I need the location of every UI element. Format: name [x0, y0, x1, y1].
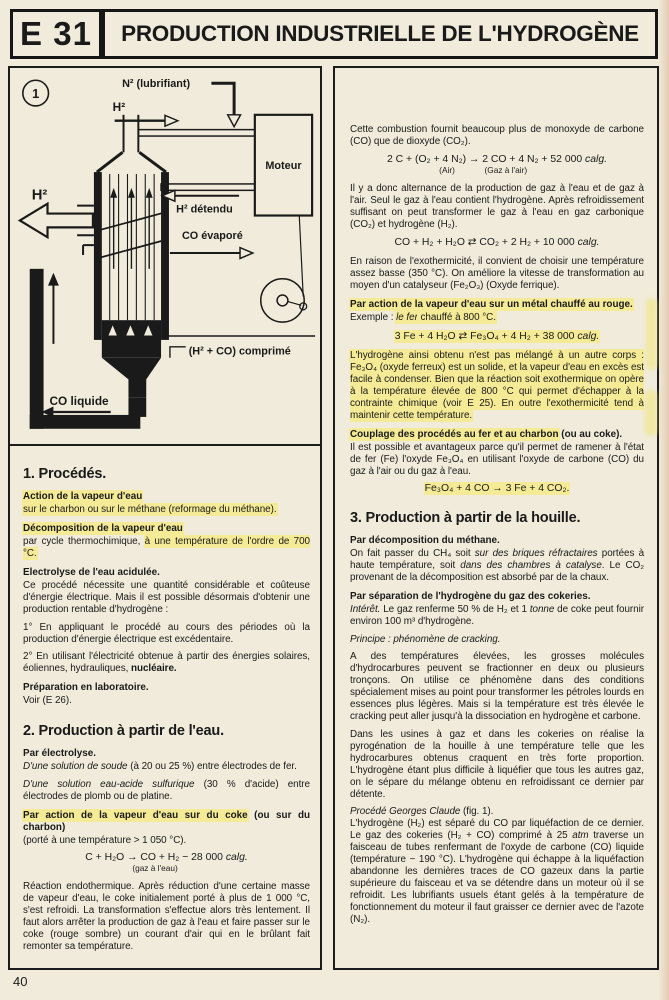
para-couplage: Il est possible et avantageux parce qu'il permet de ramener à l'état de fer (Fe) l'oxyde Fe₃O₄ en utilisant l'oxyde de carbone (CO) du gaz à l'air ou du gaz à l'eau.: [350, 441, 644, 477]
para-procede-claude-head: Procédé Georges Claude (fig. 1).: [350, 806, 494, 817]
h2-detendu-arrow: [162, 190, 239, 215]
equation-sublabel-air: (Air): [439, 164, 455, 175]
highlighter-smudge: [645, 390, 657, 436]
para-interet: Intérêt. Le gaz renferme 50 % de H₂ et 1 tonne de coke peut fournir environ 100 m³ d'hydrogène.: [350, 604, 644, 627]
gas-pipes: [138, 130, 256, 191]
page-code: E 31: [20, 15, 92, 52]
equation-text: C + H₂O → CO + H₂ − 28 000 calg.: [85, 852, 248, 863]
moteur-label: Moteur: [265, 160, 302, 173]
co-evapore-arrow: [170, 230, 253, 258]
para-electrolyse-acidulee: Ce procédé nécessite une quantité considérable et coûteuse d'énergie électrique. Mais il est possible désormais d'obtenir une production rentable d'hydrogène :: [23, 580, 310, 615]
para-principe-cracking: Principe : phénomène de cracking.: [350, 633, 501, 645]
para-pyrogenation: Dans les usines à gaz et dans les cokeries on réalise la pyrogénation de la houille à une température telle que les hydrocarbures obtenus craquent en très forte proportion. L'hydrogène étant plus difficile à liquéfier que tous les autres gaz, on le sépare du mélange obtenu en refroidissant ce dernier par détente.: [350, 728, 644, 800]
left-column: [8, 66, 322, 970]
para-combustion: Cette combustion fournit beaucoup plus de monoxyde de carbone (CO) que de dioxyde (CO₂).: [350, 124, 644, 147]
co-evapore-label: CO évaporé: [181, 230, 243, 243]
flywheel: [261, 216, 307, 323]
subhead-vapeur-sur-coke: Par action de la vapeur d'eau sur du coke (ou sur du charbon): [23, 809, 311, 833]
para-item-1: 1° En appliquant le procédé au cours des périodes où la production d'énergie électrique est excédentaire.: [23, 621, 310, 645]
subhead-decomposition: Décomposition de la vapeur d'eau: [23, 523, 183, 534]
para-procede-claude: L'hydrogène (H₂) est séparé du CO par liquéfaction de ce dernier. Le gaz des cokeries (H₂ + CO) comprimé à 25 atm traverse un faisceau de tubes renfermant de l'oxyde de carbone (CO) liquide (température − 190 °C). L'hydrogène qui échappe à la liquéfaction abandonne les dernières traces de CO gazeux dans la partie supérieure du faisceau et va se détendre dans un moteur où il se refroidit. Les lubrifiants usuels étant gelés à la température de fonctionnement du moteur il faut graisser ce dernier avec de l'azote (N₂).: [350, 818, 644, 925]
para-preparation-labo: Voir (E 26).: [23, 695, 72, 706]
subhead-par-electrolyse: Par électrolyse.: [23, 748, 97, 759]
para-item-2: 2° En utilisant l'électricité obtenue à partir des énergies solaires, éoliennes, hydrauliques, nucléaire.: [23, 651, 310, 674]
moteur-box: [255, 115, 312, 216]
equation-text: CO + H₂ + H₂O ⇄ CO₂ + 2 H₂ + 10 000 calg.: [394, 237, 600, 248]
left-text-column: [10, 446, 320, 968]
h2-detendu-label: H² détendu: [176, 203, 233, 216]
page-code-box: [10, 9, 102, 59]
para-exemple-fer: Exemple : le fer chauffé à 800 °C.: [350, 312, 496, 323]
equation-gaz-a-lair: [350, 154, 644, 175]
equation-reduction-oxyde: [350, 483, 644, 494]
equation-fer-vapeur: [350, 330, 644, 342]
para-hydrogene-pur: L'hydrogène ainsi obtenu n'est pas mélangé à un autre corps : Fe₃O₄ (oxyde ferreux) est un solide, et la vapeur d'eau en excès est facile à condenser. Bien que la réaction soit exothermique on opère à la température élevée de 800 °C qui permet d'échapper à la contrainte chimique (voir E 25). En outre l'exothermicité tend à maintenir cette température.: [350, 349, 644, 421]
para-decomposition: par cycle thermochimique, à une température de l'ordre de 700 °C.: [23, 536, 311, 559]
section-2-title: 2. Production à partir de l'eau.: [23, 723, 224, 739]
figure-1-diagram: [10, 68, 320, 446]
section-1-title: 1. Procédés.: [23, 466, 107, 482]
para-action-vapeur: sur le charbon ou sur le méthane (reformage du méthane).: [23, 504, 277, 515]
equation-sublabel-gaz-air: (Gaz à l'air): [484, 164, 528, 175]
hydrogen-plant-diagram: [10, 68, 320, 444]
para-methane: On fait passer du CH₄ soit sur des briques réfractaires portées à haute température, soit dans des chambres à catalyse. Le CO₂ provenant de la décomposition est absorbé par de la chaux.: [350, 548, 645, 583]
subhead-action-vapeur: Action de la vapeur d'eau: [23, 491, 143, 502]
page-title-box: [102, 9, 658, 59]
para-soude: D'une solution de soude (à 20 ou 25 %) entre électrodes de fer.: [23, 761, 297, 772]
equation-sublabel: (gaz à l'eau): [132, 863, 178, 873]
para-vapeur-sur-coke: (porté à une température > 1 050 °C).: [23, 834, 187, 846]
subhead-separation-cokeries: Par séparation de l'hydrogène du gaz des cokeries.: [350, 591, 591, 602]
para-alternance: Il y a donc alternance de la production de gaz à l'eau et de gaz à l'air. Seul le gaz à l'eau contient l'hydrogène. Après refroidissement suffisant on peut transformer le gaz à l'eau en gaz carbonique (CO₂) et hydrogène (H₂).: [350, 182, 644, 230]
page-title: PRODUCTION INDUSTRIELLE DE L'HYDROGÈNE: [121, 21, 639, 46]
h2-left-arrow: [20, 188, 94, 255]
page-number: 40: [13, 974, 28, 989]
figure-number-badge: [23, 80, 49, 106]
equation-conversion: [350, 236, 644, 248]
para-reaction-endothermique: Réaction endothermique. Après réduction d'une certaine masse de vapeur d'eau, le coke initialement porté à plus de 1 000 °C, s'est refroidi. La transformation s'effectue alors très lentement. Il faut alors arrêter la production de gaz à l'eau et faire passer sur le coke (rouge sombre) un courant d'air qui en le brûlant fait remonter sa température.: [23, 881, 310, 952]
para-exothermicite: En raison de l'exothermicité, il convient de choisir une température assez basse (350 °C). On améliore la vitesse de transformation au moyen d'un catalyseur (Fe₂O₃) (Oxyde ferrique).: [350, 256, 644, 291]
para-cracking: A des températures élevées, les grosses molécules d'hydrocarbures peuvent se fractionner en deux ou plusieurs tronçons. On utilise ce phénomène dans des conditions spécialement mises au point pour transformer les pétroles lourds en essences plus légères. Mais si la température est très élevée le cracking peut aller jusqu'à la dissociation en hydrogène et carbone.: [350, 651, 644, 722]
h2co-comprime: [161, 336, 315, 358]
subhead-decomposition-methane: Par décomposition du méthane.: [350, 535, 500, 546]
subhead-couplage: Couplage des procédés au fer et au charbon (ou au coke).: [350, 428, 623, 440]
n2-elbow-arrow: [211, 83, 240, 126]
subhead-electrolyse-acidulee: Electrolyse de l'eau acidulée.: [23, 567, 160, 578]
equation-text: 2 C + (O₂ + 4 N₂) → 2 CO + 4 N₂ + 52 000 calg.: [386, 153, 607, 165]
subhead-preparation-labo: Préparation en laboratoire.: [23, 682, 149, 693]
right-column: [333, 66, 659, 970]
n2-lubrifiant-label: N² (lubrifiant): [122, 78, 191, 91]
subhead-metal-chauffe: Par action de la vapeur d'eau sur un métal chauffé au rouge.: [350, 299, 633, 310]
equation-text: Fe₃O₄ + 4 CO → 3 Fe + 4 CO₂.: [424, 483, 570, 494]
co-liquide-label: CO liquide: [49, 394, 109, 409]
h2-left-label: H²: [31, 187, 48, 204]
h2-top-arrow: [113, 100, 178, 126]
figure-number: 1: [32, 86, 40, 102]
scan-edge-artifact: [658, 0, 669, 1000]
liquefaction-tower: [94, 115, 169, 397]
equation-gaz-a-leau: [23, 852, 310, 873]
equation-text: 3 Fe + 4 H₂O ⇄ Fe₃O₄ + 4 H₂ + 38 000 calg.: [394, 330, 600, 342]
section-3-title: 3. Production à partir de la houille.: [350, 510, 581, 526]
h2-top-label: H²: [112, 99, 126, 114]
h2co-comprime-label: (H² + CO) comprimé: [188, 345, 291, 358]
highlighter-smudge: [646, 298, 657, 370]
para-acide-sulfurique: D'une solution eau-acide sulfurique (30 % d'acide) entre électrodes de plomb ou de platine.: [23, 778, 310, 802]
